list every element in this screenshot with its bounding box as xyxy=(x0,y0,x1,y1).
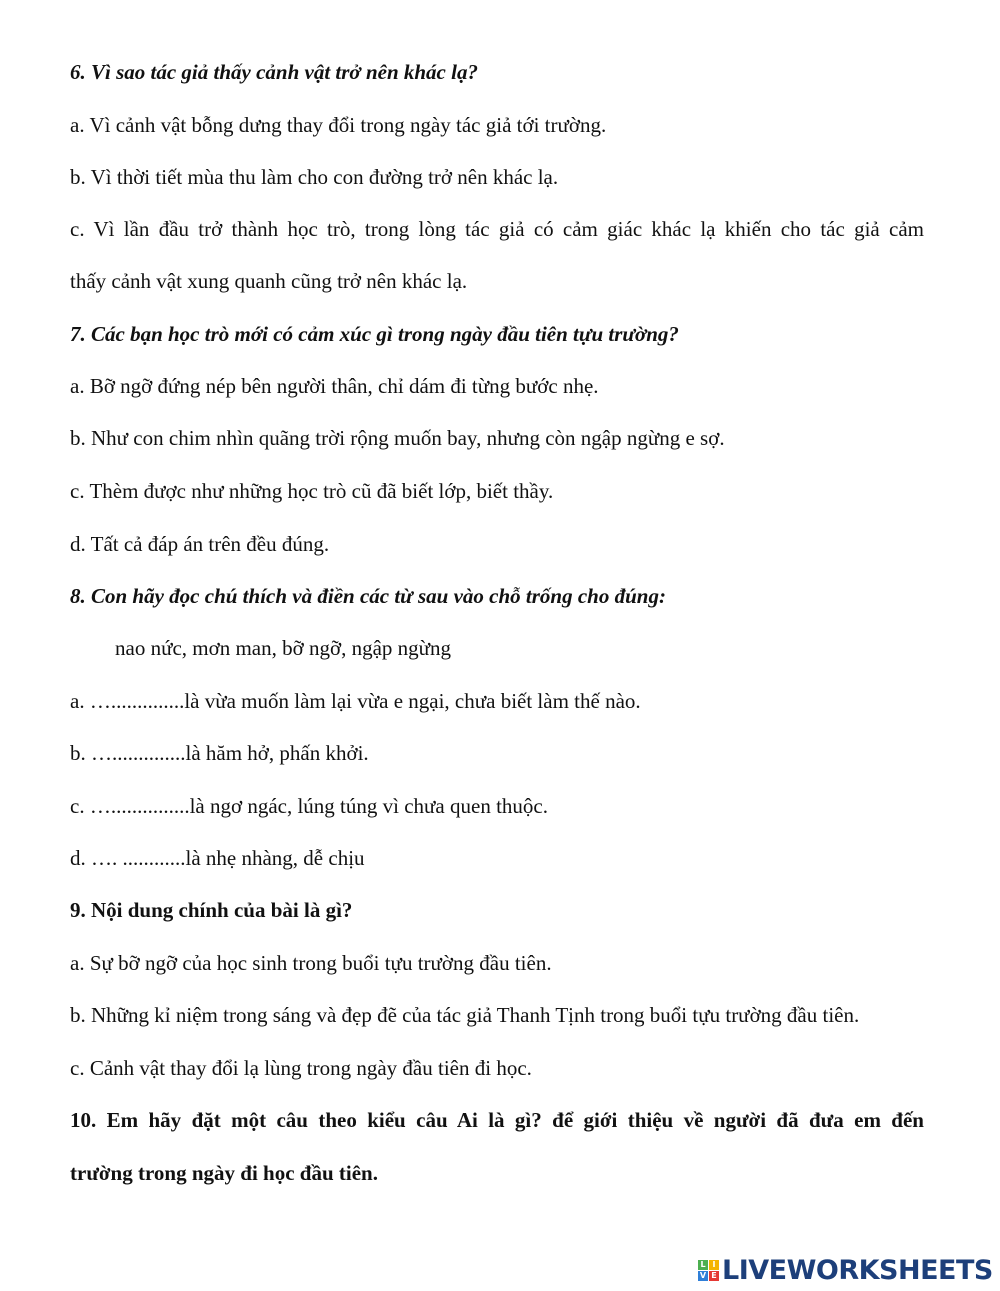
question-6: 6. Vì sao tác giả thấy cảnh vật trở nên khác lạ? xyxy=(70,60,478,84)
q8-blank-a[interactable]: a. …..............là vừa muốn làm lại vừa e ngại, chưa biết làm thế nào. xyxy=(70,689,641,713)
q8-blank-b[interactable]: b. …..............là hăm hở, phấn khởi. xyxy=(70,741,369,765)
question-10-cont: trường trong ngày đi học đầu tiên. xyxy=(70,1161,378,1185)
question-10: 10. Em hãy đặt một câu theo kiểu câu Ai là gì? để giới thiệu về người đã đưa em đến xyxy=(70,1108,924,1132)
q8-word-bank: nao nức, mơn man, bỡ ngỡ, ngập ngừng xyxy=(115,636,452,660)
question-9: 9. Nội dung chính của bài là gì? xyxy=(70,898,353,922)
liveworksheets-logo xyxy=(698,1255,993,1286)
q8-blank-c[interactable]: c. …...............là ngơ ngác, lúng túng vì chưa quen thuộc. xyxy=(70,794,548,818)
q7-option-a: a. Bỡ ngỡ đứng nép bên người thân, chỉ dám đi từng bước nhẹ. xyxy=(70,374,599,398)
question-7: 7. Các bạn học trò mới có cảm xúc gì trong ngày đầu tiên tựu trường? xyxy=(70,322,679,346)
question-8: 8. Con hãy đọc chú thích và điền các từ sau vào chỗ trống cho đúng: xyxy=(70,584,666,608)
logo-text: LIVEWORKSHEETS xyxy=(722,1255,993,1286)
q6-option-a: a. Vì cảnh vật bỗng dưng thay đổi trong ngày tác giả tới trường. xyxy=(70,113,607,137)
q8-blank-d[interactable]: d. …. ............là nhẹ nhàng, dễ chịu xyxy=(70,846,365,870)
q7-option-d: d. Tất cả đáp án trên đều đúng. xyxy=(70,532,330,556)
q9-option-c: c. Cảnh vật thay đổi lạ lùng trong ngày đầu tiên đi học. xyxy=(70,1056,532,1080)
q7-option-b: b. Như con chim nhìn quãng trời rộng muốn bay, nhưng còn ngập ngừng e sợ. xyxy=(70,426,725,450)
q9-option-b: b. Những kỉ niệm trong sáng và đẹp đẽ của tác giả Thanh Tịnh trong buổi tựu trường đầu tiên. xyxy=(70,1003,860,1027)
q9-option-a: a. Sự bỡ ngỡ của học sinh trong buổi tựu trường đầu tiên. xyxy=(70,951,552,975)
logo-tiles-icon: L I V E xyxy=(698,1260,719,1281)
q6-option-b: b. Vì thời tiết mùa thu làm cho con đường trở nên khác lạ. xyxy=(70,165,559,189)
q7-option-c: c. Thèm được như những học trò cũ đã biết lớp, biết thầy. xyxy=(70,479,554,503)
q6-option-c: c. Vì lần đầu trở thành học trò, trong lòng tác giả có cảm giác khác lạ khiến cho tác giả cảm xyxy=(70,217,924,241)
q6-option-c-cont: thấy cảnh vật xung quanh cũng trở nên khác lạ. xyxy=(70,269,468,293)
